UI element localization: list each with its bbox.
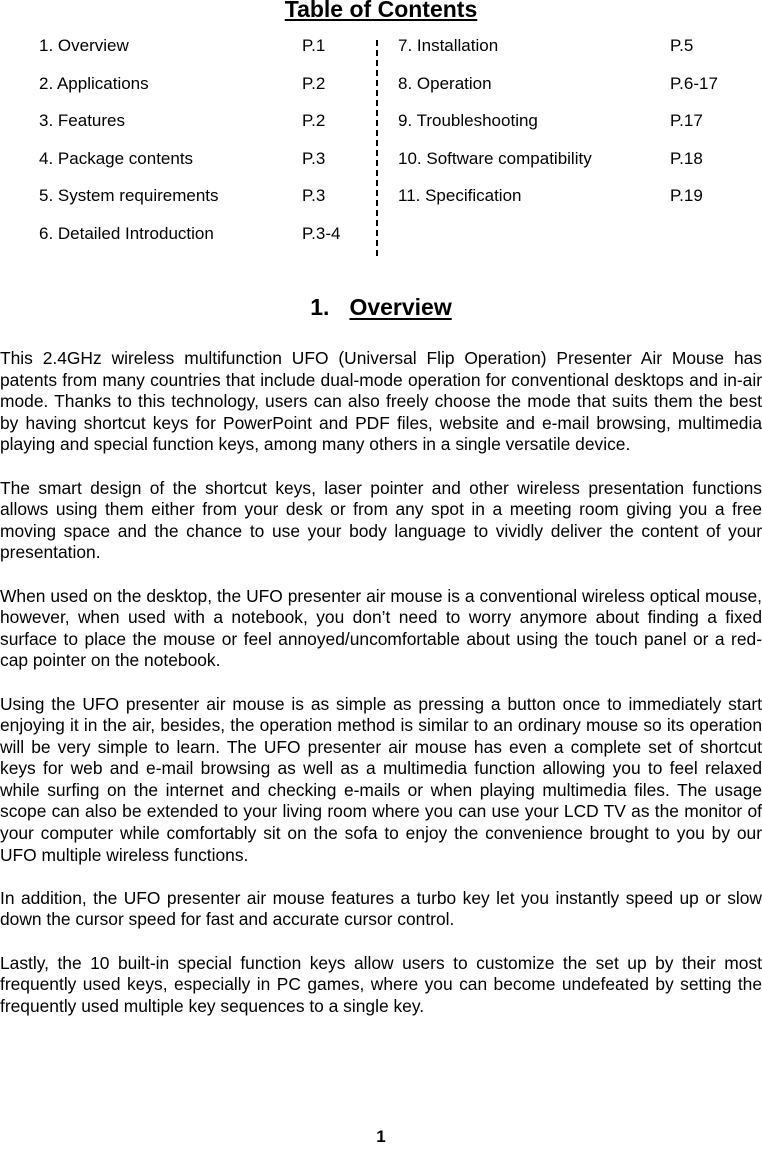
toc-item-page: P.3 xyxy=(302,149,326,168)
section-title: Overview xyxy=(349,294,452,320)
page-number: 1 xyxy=(376,1127,386,1146)
section-heading xyxy=(0,294,762,321)
paragraph: Lastly, the 10 built-in special function keys allow users to customize the set up by their most frequently used keys, especially in PC games, where you can become undefeated by setting the frequently used multiple key sequences to a single key. xyxy=(0,952,762,1016)
toc-item-page: P.6-17 xyxy=(670,74,718,93)
paragraph: The smart design of the shortcut keys, laser pointer and other wireless presentation functions allows using them either from your desk or from any spot in a meeting room giving you a free moving space and the chance to use your body language to vividly deliver the content of your presentation. xyxy=(0,477,762,563)
body-text xyxy=(0,348,762,1039)
toc-item-label: 7. Installation xyxy=(398,36,499,55)
toc-item-label: 9. Troubleshooting xyxy=(398,111,538,130)
paragraph: In addition, the UFO presenter air mouse features a turbo key let you instantly speed up or slow down the cursor speed for fast and accurate cursor control. xyxy=(0,887,762,930)
toc-item-page: P.5 xyxy=(670,36,694,55)
toc-item-label: 5. System requirements xyxy=(39,186,219,205)
paragraph: This 2.4GHz wireless multifunction UFO (Universal Flip Operation) Presenter Air Mouse has patents from many countries that include dual-mode operation for conventional desktops and in-air mode. Thanks to this technology, users can also freely choose the mode that suits them the best by having shortcut keys for PowerPoint and PDF files, website and e-mail browsing, multimedia playing and special function keys, among many others in a single versatile device. xyxy=(0,348,762,455)
toc-item-label: 10. Software compatibility xyxy=(398,149,592,168)
toc-item-label: 2. Applications xyxy=(39,74,149,93)
toc-item-label: 8. Operation xyxy=(398,74,492,93)
toc-item-label: 4. Package contents xyxy=(39,149,194,168)
toc-column-divider xyxy=(376,40,378,256)
paragraph: When used on the desktop, the UFO presenter air mouse is a conventional wireless optical mouse, however, when used with a notebook, you don’t need to worry anymore about finding a fixed surface to place the mouse or feel annoyed/uncomfortable about using the touch panel or a red-cap pointer on the notebook. xyxy=(0,585,762,671)
toc-item-label: 6. Detailed Introduction xyxy=(39,224,214,243)
paragraph: Using the UFO presenter air mouse is as simple as pressing a button once to immediately start enjoying it in the air, besides, the operation method is similar to an ordinary mouse so its operation will be very simple to learn. The UFO presenter air mouse has even a complete set of shortcut keys for web and e-mail browsing as well as a multimedia function allowing you to feel relaxed while surfing on the internet and checking e-mails or when playing multimedia files. The usage scope can also be extended to your living room where you can use your LCD TV as the monitor of your computer while comfortably sit on the sofa to enjoy the convenience brought to you by our UFO multiple wireless functions. xyxy=(0,693,762,865)
toc-item-page: P.2 xyxy=(302,74,326,93)
toc-title: Table of Contents xyxy=(284,0,478,22)
toc-item-page: P.17 xyxy=(670,111,703,130)
toc-item-label: 11. Specification xyxy=(398,186,522,205)
section-number: 1. xyxy=(310,294,330,320)
toc-item-label: 3. Features xyxy=(39,111,125,130)
toc-item-page: P.3-4 xyxy=(302,224,341,243)
toc-item-label: 1. Overview xyxy=(39,36,129,55)
toc-item-page: P.19 xyxy=(670,186,703,205)
toc-item-page: P.18 xyxy=(670,149,703,168)
toc-item-page: P.2 xyxy=(302,111,326,130)
toc-item-page: P.3 xyxy=(302,186,326,205)
toc-item-page: P.1 xyxy=(302,36,326,55)
